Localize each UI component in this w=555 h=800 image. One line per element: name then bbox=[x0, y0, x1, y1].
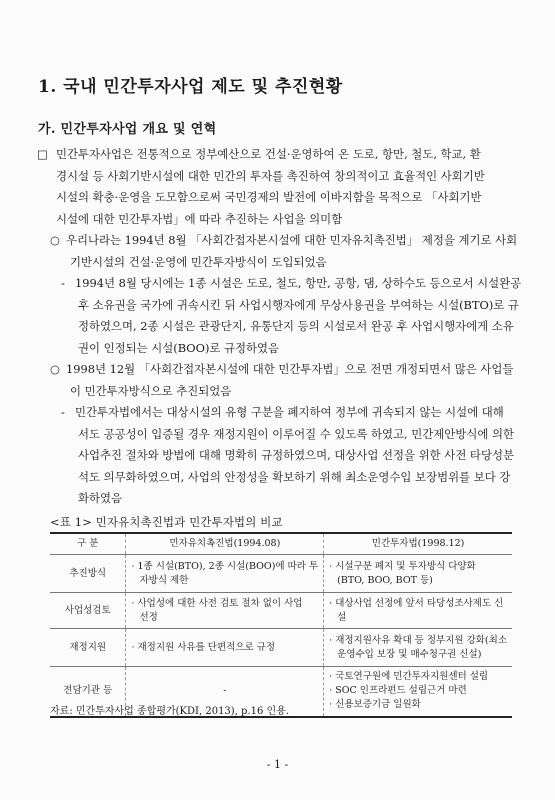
text-line: 민간투자법에서는 대상시설의 유형 구분을 폐지하여 정부에 귀속되지 않는 시설에 대해 bbox=[75, 405, 504, 419]
comparison-table bbox=[50, 532, 512, 718]
row-label: 추진방식 bbox=[50, 555, 126, 593]
cell-line: 자방식 제한 bbox=[139, 574, 189, 586]
header-cell: 민자유치촉진법(1994.08) bbox=[126, 533, 324, 555]
row-label: 사업성검토 bbox=[50, 593, 126, 629]
text-line: 서도 공공성이 입증될 경우 재정지원이 이루어질 수 있도록 하였고, 민간제안방식에 의한 bbox=[78, 426, 514, 441]
dash-bullet: - bbox=[61, 405, 65, 419]
section-heading: 1. 국내 민간투자사업 제도 및 추진현황 bbox=[38, 77, 343, 97]
text-line: 기반시설의 건설·운영에 민간투자방식이 도입되었음 bbox=[70, 254, 327, 269]
table-row bbox=[50, 555, 512, 593]
cell-line: · 시설구분 폐지 및 투자방식 다양화 bbox=[329, 560, 476, 572]
text-line: 우리나라는 1994년 8월 「사회간접자본시설에 대한 민자유치촉진법」 제정을 계기로 사회 bbox=[66, 233, 518, 247]
text-line: 민간투자사업은 전통적으로 정부예산으로 건설·운영하여 온 도로, 항만, 철도, 학교, 환 bbox=[56, 147, 481, 161]
text-line: 경시설 등 사회기반시설에 대한 민간의 투자를 촉진하여 창의적이고 효율적인 사회기반 bbox=[56, 168, 485, 183]
cell-line: · 재정지원 사유를 단편적으로 규정 bbox=[131, 641, 276, 653]
cell-line: · 1종 시설(BTO), 2종 시설(BOO)에 따라 투 bbox=[131, 560, 319, 572]
text-line: 사업추진 절차와 방법에 대해 명확히 규정하였으며, 대상사업 선정을 위한 사전 타당성분 bbox=[78, 448, 514, 462]
table-cell bbox=[324, 555, 512, 593]
dash-bullet: - bbox=[61, 276, 65, 290]
text-line: 석도 의무화하였으며, 사업의 안정성을 확보하기 위해 최소운영수입 보장범위를 보다 강 bbox=[78, 469, 511, 484]
table-row bbox=[50, 629, 512, 667]
text-line: 시설의 확충·운영을 도모함으로써 국민경제의 발전에 이바지함을 목적으로 「사회기반 bbox=[56, 190, 482, 204]
cell-line: · 재정지원사유 확대 등 정부지원 강화(최소 bbox=[329, 634, 507, 646]
cell-line: · 대상사업 선정에 앞서 타당성조사제도 신 bbox=[329, 597, 504, 609]
table-header-row bbox=[50, 533, 512, 555]
cell-line: - bbox=[223, 685, 227, 697]
table-cell bbox=[126, 629, 324, 667]
row-label: 전담기관 등 bbox=[50, 667, 126, 717]
cell-line: 설 bbox=[337, 611, 347, 623]
detail-1994 bbox=[75, 273, 521, 359]
text-line: 1994년 8월 당시에는 1종 시설은 도로, 철도, 항만, 공항, 댐, 상하수도 등으로서 시설완공 bbox=[75, 276, 522, 290]
source-note: 자료: 민간투자사업 종합평가(KDI, 2013), p.16 인용. bbox=[50, 706, 290, 717]
text-line: 권이 인정되는 시설(BOO)로 규정하였음 bbox=[78, 340, 280, 355]
cell-line: · 국토연구원에 민간투자지원센터 설립 bbox=[329, 671, 489, 683]
text-line: 1998년 12월 「사회간접자본시설에 대한 민간투자법」으로 전면 개정되면서 많은 사업들 bbox=[66, 362, 514, 376]
subsection-heading: 가. 민간투자사업 개요 및 연혁 bbox=[38, 122, 217, 137]
table-row bbox=[50, 593, 512, 629]
intro-paragraph bbox=[56, 144, 485, 230]
header-cell: 민간투자법(1998.12) bbox=[324, 533, 512, 555]
header-cell: 구 분 bbox=[50, 533, 126, 555]
circle-bullet: ○ bbox=[50, 362, 60, 376]
table-cell bbox=[126, 555, 324, 593]
table-cell bbox=[324, 629, 512, 667]
text-line: 시설에 대한 민간투자법」에 따라 추진하는 사업을 의미함 bbox=[56, 211, 343, 226]
box-bullet: □ bbox=[37, 147, 48, 161]
text-line: 후 소유권을 국가에 귀속시킨 뒤 사업시행자에게 무상사용권을 부여하는 시설(BTO)로 규 bbox=[78, 297, 519, 312]
cell-line: (BTO, BOO, BOT 등) bbox=[337, 574, 433, 586]
row-label: 재정지원 bbox=[50, 629, 126, 667]
detail-1998 bbox=[75, 402, 514, 510]
point-1994 bbox=[66, 230, 517, 273]
cell-line: · 신용보증기금 일원화 bbox=[329, 699, 421, 711]
text-line: 정하였으며, 2종 시설은 관광단지, 유통단지 등의 시설로서 완공 후 사업시행자에게 소유 bbox=[78, 319, 514, 333]
table-cell bbox=[324, 667, 512, 717]
text-line: 이 민간투자방식으로 추진되었음 bbox=[70, 383, 232, 398]
page-number: - 1 - bbox=[266, 758, 289, 771]
cell-line: 운영수입 보장 및 매수청구권 신설) bbox=[337, 648, 482, 660]
cell-line: · 사업성에 대한 사전 검토 절차 없이 사업 bbox=[131, 597, 303, 609]
table-cell bbox=[126, 593, 324, 629]
table-cell bbox=[324, 593, 512, 629]
cell-line: · SOC 인프라펀드 설립근거 마련 bbox=[329, 685, 467, 697]
circle-bullet: ○ bbox=[50, 233, 60, 247]
table-caption: <표 1> 민자유치촉진법과 민간투자법의 비교 bbox=[50, 515, 283, 529]
cell-line: 선정 bbox=[139, 611, 158, 623]
point-1998 bbox=[66, 359, 513, 402]
text-line: 화하였음 bbox=[78, 491, 123, 505]
